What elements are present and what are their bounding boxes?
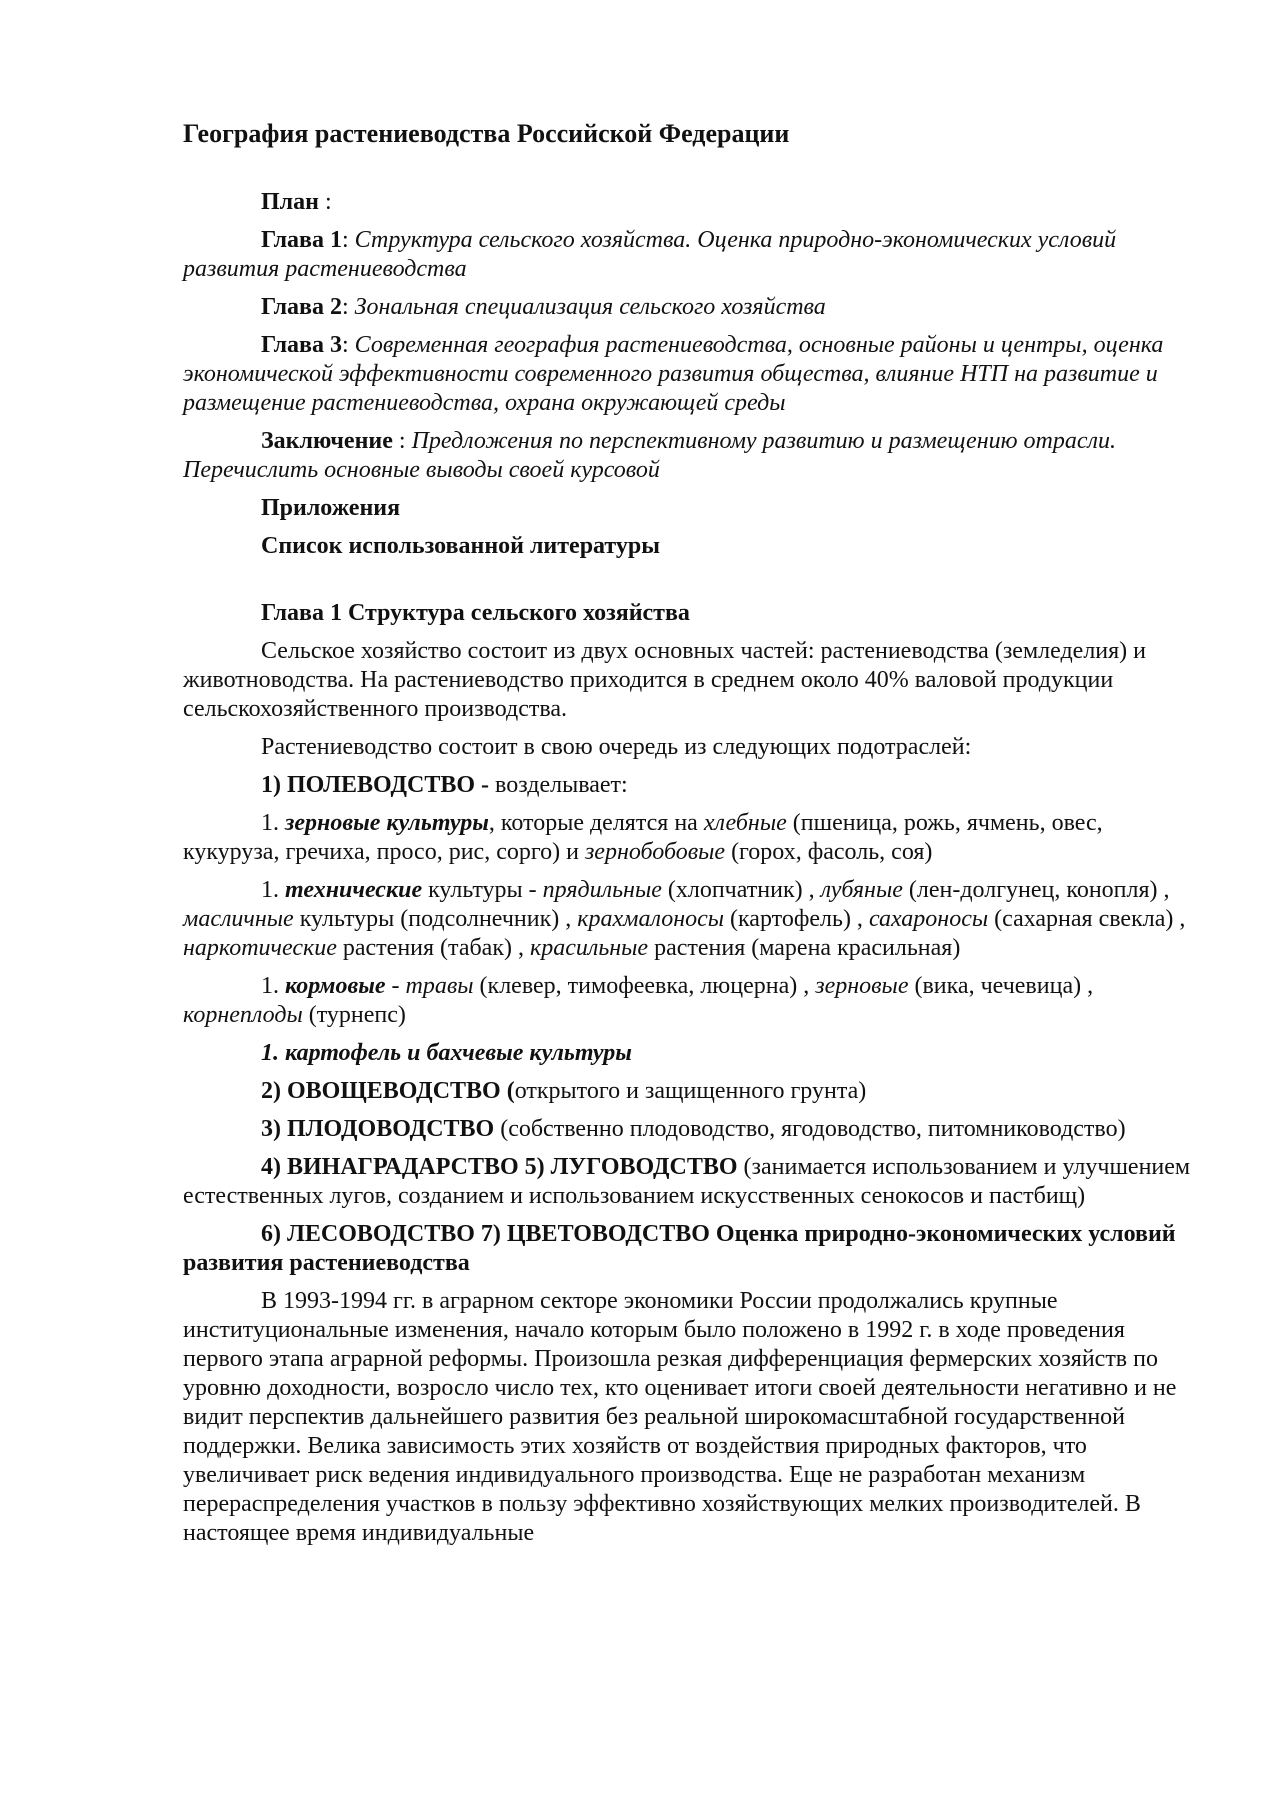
chapter-1-heading: Глава 1 Структура сельского хозяйства [261, 600, 690, 626]
plan-item-chapter-2 [183, 293, 1193, 322]
item-plodovodstvo [183, 1115, 1193, 1144]
item-ovoschevodstvo [183, 1077, 1193, 1106]
fodder-term: кормовые [285, 973, 386, 999]
grain-num: 1. [261, 810, 285, 836]
tech-text-7: растения (табак) , [336, 935, 530, 961]
tech-italic-2: лубяные [820, 877, 903, 903]
plan-ch3-label: Глава 3 [261, 332, 342, 358]
tech-num: 1. [261, 877, 285, 903]
plan-ch1-label: Глава 1 [261, 227, 342, 253]
document-body [183, 118, 1193, 1557]
plan-ch2-colon: : [342, 294, 355, 320]
plan-item-literature: Список использованной литературы [261, 533, 660, 559]
plan-ch3-text: Современная география растениеводства, основные районы и центры, оценка экономической эффективности современного развития общества, влияние НТП на развитие и размещение растениеводства, охрана окружающей среды [183, 332, 1164, 416]
ovoschevodstvo-label: 2) ОВОЩЕВОДСТВО ( [261, 1078, 515, 1104]
grain-italic-1: хлебные [703, 810, 787, 836]
plan-concl-text: Предложения по перспективному развитию и размещению отрасли. Перечислить основные выводы своей курсовой [183, 428, 1116, 483]
plan-concl-colon: : [392, 428, 412, 454]
tech-italic-6: наркотические [183, 935, 337, 961]
document-title: География растениеводства Российской Федерации [183, 119, 790, 148]
item-fodder-crops [183, 972, 1193, 1030]
item-grain-crops [183, 809, 1193, 867]
fodder-text-3: (вика, чечевица) , [908, 973, 1094, 999]
grain-text-1: , которые делятся на [488, 810, 704, 836]
tech-italic-7: красильные [530, 935, 649, 961]
plan-item-chapter-1 [183, 226, 1193, 284]
grain-text-3: (горох, фасоль, соя) [725, 839, 933, 865]
plan-colon: : [318, 189, 332, 215]
grain-term: зерновые культуры [285, 810, 489, 836]
fodder-italic-2: зерновые [815, 973, 909, 999]
item-lesovodstvo-heading: 6) ЛЕСОВОДСТВО 7) ЦВЕТОВОДСТВО Оценка природно-экономических условий развития растениеводства [183, 1221, 1176, 1276]
plan-ch3-colon: : [342, 332, 355, 358]
paragraph-subsectors: Растениеводство состоит в свою очередь из следующих подотраслей: [261, 734, 972, 760]
tech-italic-3: масличные [183, 906, 294, 932]
polevodstvo-text: возделывает: [489, 772, 628, 798]
item-polevodstvo [183, 771, 1193, 800]
lugovodstvo-text: (занимается использованием и улучшением естественных лугов, созданием и использованием искусственных сенокосов и пастбищ) [183, 1154, 1191, 1209]
tech-term: технические [285, 877, 423, 903]
tech-text-3: (лен-долгунец, конопля) , [902, 877, 1170, 903]
polevodstvo-label: 1) ПОЛЕВОДСТВО - [261, 772, 490, 798]
plodovodstvo-label: 3) ПЛОДОВОДСТВО [261, 1116, 495, 1142]
tech-text-1: культуры - [422, 877, 543, 903]
plan-ch2-label: Глава 2 [261, 294, 342, 320]
fodder-text-1: - [385, 973, 406, 999]
grain-italic-2: зернобобовые [584, 839, 726, 865]
grain-text-2: (пшеница, рожь, ячмень, овес, кукуруза, гречиха, просо, рис, сорго) и [183, 810, 1103, 865]
plan-label: План [261, 189, 319, 215]
fodder-italic-3: корнеплоды [183, 1002, 303, 1028]
plan-item-conclusion [183, 427, 1193, 485]
tech-italic-1: прядильные [542, 877, 662, 903]
tech-italic-4: крахмалоносы [577, 906, 725, 932]
vinogradarstvo-label: 4) ВИНАГРАДАРСТВО 5) ЛУГОВОДСТВО [261, 1154, 738, 1180]
item-technical-crops [183, 876, 1193, 963]
item-vinogradarstvo-lugovodstvo [183, 1153, 1193, 1211]
paragraph-agriculture-parts: Сельское хозяйство состоит из двух основных частей: растениеводства (земледелия) и животноводства. На растениеводство приходится в среднем около 40% валовой продукции сельскохозяйственного производства. [183, 638, 1147, 722]
fodder-text-4: (турнепс) [302, 1002, 406, 1028]
plodovodstvo-text: (собственно плодоводство, ягодоводство, питомниководство) [494, 1116, 1126, 1142]
fodder-num: 1. [261, 973, 285, 999]
tech-text-5: (картофель) , [724, 906, 869, 932]
paragraph-agrarian-reform: В 1993-1994 гг. в аграрном секторе экономики России продолжались крупные институциональные изменения, начало которым было положено в 1992 г. в ходе проведения первого этапа аграрной реформы. Произошла резкая дифференциация фермерских хозяйств по уровню доходности, возросло число тех, кто оценивает итоги своей деятельности негативно и не видит перспектив дальнейшего развития без реальной широкомасштабной государственной поддержки. Велика зависимость этих хозяйств от воздействия природных факторов, что увеличивает риск ведения индивидуального производства. Еще не разработан механизм перераспределения участков в пользу эффективно хозяйствующих мелких производителей. В настоящее время индивидуальные [183, 1288, 1177, 1546]
plan-item-chapter-3 [183, 331, 1193, 418]
fodder-italic-1: травы [405, 973, 474, 999]
plan-ch1-colon: : [342, 227, 355, 253]
plan-ch2-text: Зональная специализация сельского хозяйства [354, 294, 826, 320]
tech-text-6: (сахарная свекла) , [988, 906, 1186, 932]
ovoschevodstvo-text: открытого и защищенного грунта) [514, 1078, 867, 1104]
tech-italic-5: сахароносы [868, 906, 989, 932]
plan-heading [183, 188, 1193, 217]
tech-text-4: культуры (подсолнечник) , [293, 906, 578, 932]
item-potato-melons: 1. картофель и бахчевые культуры [261, 1040, 632, 1066]
plan-ch1-text: Структура сельского хозяйства. Оценка природно-экономических условий развития растениеводства [183, 227, 1117, 282]
plan-concl-label: Заключение [261, 428, 393, 454]
fodder-text-2: (клевер, тимофеевка, люцерна) , [473, 973, 816, 999]
plan-item-appendix: Приложения [261, 495, 401, 521]
tech-text-2: (хлопчатник) , [661, 877, 821, 903]
tech-text-8: растения (марена красильная) [648, 935, 961, 961]
